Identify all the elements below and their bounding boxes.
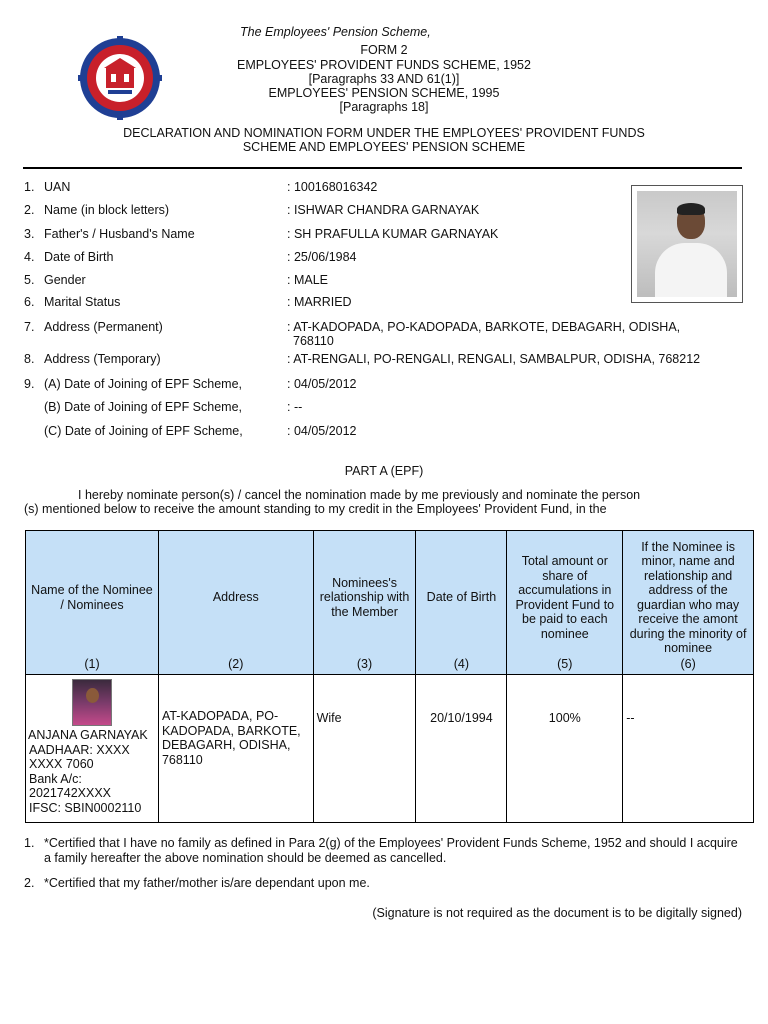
row-value-continued: 768110 [293,334,334,348]
certification-note-1 [24,836,744,866]
header-text: If the Nominee is minor, name and relationship and address of the guardian who may receive the amont during the minority of nominee [629,539,747,655]
nominee-aadhaar-line1: AADHAAR: XXXX [29,742,130,757]
row-value: : SH PRAFULLA KUMAR GARNAYAK [287,227,499,241]
header-share [507,531,623,675]
member-row-permanent-address [24,320,724,352]
nominee-address: AT-KADOPADA, PO-KADOPADA, BARKOTE, DEBAGARH, ODISHA, 768110 [161,709,301,767]
column-number: (5) [557,656,573,671]
header-text: Total amount or share of accumulations in Provident Fund to be paid to each nominee [515,554,615,641]
row-value: : 25/06/1984 [287,250,357,264]
row-label: (A) Date of Joining of EPF Scheme, [44,377,243,391]
cell-nominee [26,675,159,823]
row-value: : AT-RENGALI, PO-RENGALI, RENGALI, SAMBALPUR, ODISHA, 768212 [287,352,701,366]
header-text: Nominees's relationship with the Member [319,575,410,619]
cell-dob [416,675,507,823]
row-number: 3. [24,227,35,241]
signature-note: (Signature is not required as the document is to be digitally signed) [372,906,742,920]
header-text: Address [212,590,259,605]
declaration-title-line2: SCHEME AND EMPLOYEES' PENSION SCHEME [242,140,526,154]
row-label: Gender [44,273,86,287]
scheme-title: The Employees' Pension Scheme, [240,25,431,39]
eps-paragraphs: [Paragraphs 18] [339,100,429,114]
cell-guardian [623,675,754,823]
nominee-name: ANJANA GARNAYAK [28,728,148,742]
header-nominee-name [26,531,159,675]
row-value: : AT-KADOPADA, PO-KADOPADA, BARKOTE, DEBAGARH, ODISHA, [287,320,681,334]
row-value: : 04/05/2012 [287,424,357,438]
table-row [26,675,754,823]
row-value: : 100168016342 [287,180,378,194]
cell-address [158,675,313,823]
row-label: Marital Status [44,295,121,309]
nominee-guardian: -- [626,711,635,725]
column-number: (4) [453,656,470,671]
header-address [158,531,313,675]
header-date-of-birth [416,531,507,675]
note-number: 2. [24,876,35,890]
nominee-table [25,530,754,823]
note-text: *Certified that I have no family as defined in Para 2(g) of the Employees' Provident Funds Scheme, 1952 and should I acquire a family hereafter the above nomination should be deemed as cancelled. [44,836,738,865]
part-a-intro-line2: (s) mentioned below to receive the amount standing to my credit in the Employees' Provident Fund, in the [24,502,607,516]
row-number: 8. [24,352,35,366]
row-number: 5. [24,273,35,287]
nominee-relationship: Wife [316,711,342,725]
declaration-title-line1: DECLARATION AND NOMINATION FORM UNDER THE EMPLOYEES' PROVIDENT FUNDS [123,126,645,140]
header-divider [23,167,742,169]
column-number: (3) [356,656,373,671]
note-text: *Certified that my father/mother is/are dependant upon me. [44,876,370,890]
header-text: Name of the Nominee / Nominees [31,583,153,612]
row-label: (C) Date of Joining of EPF Scheme, [44,424,243,438]
row-label: Address (Temporary) [44,352,161,366]
row-label: Father's / Husband's Name [44,227,195,241]
row-value: : ISHWAR CHANDRA GARNAYAK [287,203,480,217]
part-a-title: PART A (EPF) [344,464,424,478]
row-value: : MARRIED [287,295,352,309]
row-label: (B) Date of Joining of EPF Scheme, [44,400,243,414]
row-value: : -- [287,400,303,414]
column-number: (2) [228,656,244,671]
form-number: FORM 2 [360,43,408,57]
nominee-dob: 20/10/1994 [430,711,493,725]
row-value: : MALE [287,273,328,287]
nominee-bank-line1: Bank A/c: [29,771,82,786]
nominee-share: 100% [548,711,581,725]
header-text: Date of Birth [426,590,497,605]
cell-share [507,675,623,823]
header-guardian [623,531,754,675]
nominee-bank-line2: 2021742XXXX [29,786,112,800]
row-number: 1. [24,180,35,194]
column-number: (6) [680,656,696,671]
nominee-photo [72,679,112,726]
row-value: : 04/05/2012 [287,377,357,391]
epf-scheme-title: EMPLOYEES' PROVIDENT FUNDS SCHEME, 1952 [237,58,531,72]
row-number: 2. [24,203,35,217]
row-label: Address (Permanent) [44,320,163,334]
certification-note-2 [24,876,744,891]
row-label: Name (in block letters) [44,203,170,217]
row-number: 4. [24,250,35,264]
row-number: 6. [24,295,35,309]
note-number: 1. [24,836,35,850]
row-number: 7. [24,320,35,334]
nominee-ifsc: IFSC: SBIN0002110 [29,800,142,815]
cell-relationship [313,675,416,823]
row-label: UAN [44,180,71,194]
eps-scheme-title: EMPLOYEES' PENSION SCHEME, 1995 [268,86,500,100]
part-a-intro-line1: I hereby nominate person(s) / cancel the nomination made by me previously and nominate the person [78,488,641,502]
row-number: 9. [24,377,35,391]
table-header-row [26,531,754,675]
column-number: (1) [84,656,100,671]
nominee-aadhaar-line2: XXXX 7060 [29,757,94,771]
epf-paragraphs: [Paragraphs 33 AND 61(1)] [308,72,460,86]
row-label: Date of Birth [44,250,114,264]
header-relationship [313,531,416,675]
